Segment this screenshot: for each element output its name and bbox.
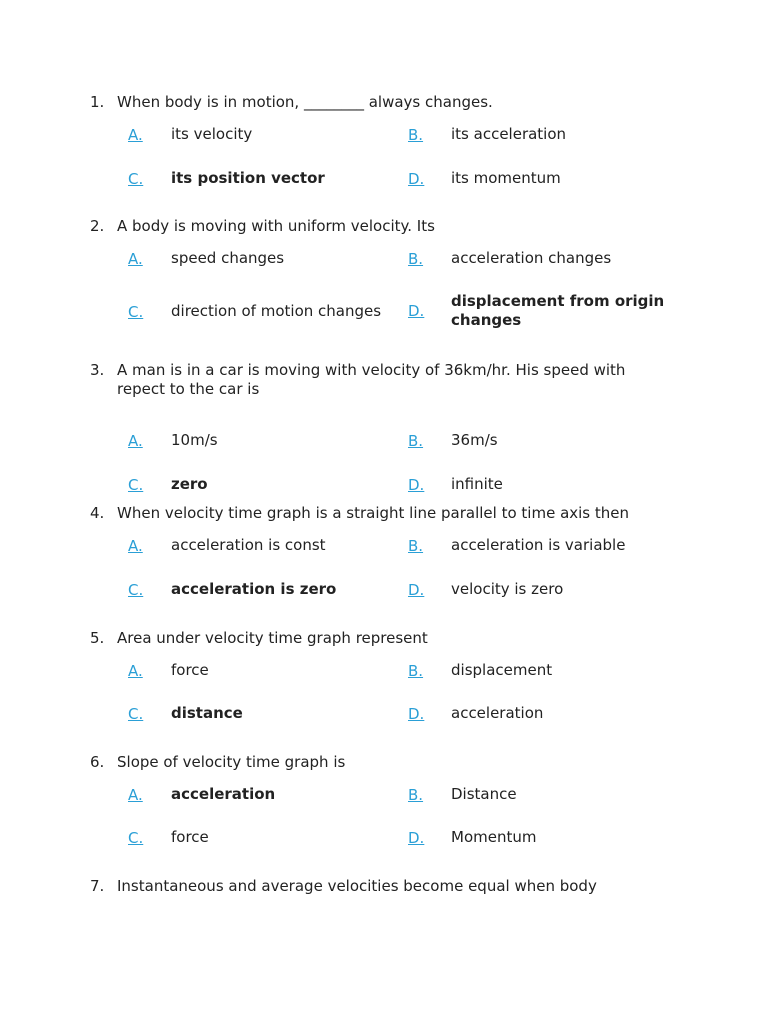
option-a-link[interactable]: A. xyxy=(128,431,143,450)
option-b-link[interactable]: B. xyxy=(408,125,424,144)
question-6 xyxy=(90,753,670,847)
option-d-text: velocity is zero xyxy=(451,580,564,598)
option-b xyxy=(408,125,680,144)
option-d-link[interactable]: D. xyxy=(408,704,425,723)
option-c xyxy=(128,302,400,321)
question-number: 7. xyxy=(90,877,105,895)
option-b-text: its acceleration xyxy=(451,125,567,143)
option-b xyxy=(408,536,680,555)
question-text: A man is in a car is moving with velocity of 36km/hr. His speed with repect to the car is xyxy=(117,361,626,398)
option-c-text: its position vector xyxy=(171,169,325,187)
question-1 xyxy=(90,93,670,188)
option-d-text: displacement from origin changes xyxy=(451,292,665,329)
option-a xyxy=(128,125,400,144)
question-7 xyxy=(90,877,670,896)
question-number: 5. xyxy=(90,629,105,647)
question-text: Slope of velocity time graph is xyxy=(117,753,346,771)
option-a xyxy=(128,249,400,268)
option-c-text: force xyxy=(171,828,209,846)
option-c-text: distance xyxy=(171,704,243,722)
option-c xyxy=(128,580,400,599)
option-b-link[interactable]: B. xyxy=(408,661,424,680)
option-d xyxy=(408,580,680,599)
option-b-text: 36m/s xyxy=(451,431,498,449)
question-text: Area under velocity time graph represent xyxy=(117,629,428,647)
option-a-text: its velocity xyxy=(171,125,253,143)
option-c-link[interactable]: C. xyxy=(128,580,144,599)
option-a xyxy=(128,785,400,804)
option-d-text: Momentum xyxy=(451,828,537,846)
option-d-text: acceleration xyxy=(451,704,544,722)
option-b xyxy=(408,785,680,804)
option-c-link[interactable]: C. xyxy=(128,475,144,494)
option-c-link[interactable]: C. xyxy=(128,828,144,847)
option-c-link[interactable]: C. xyxy=(128,704,144,723)
option-b-text: acceleration is variable xyxy=(451,536,626,554)
question-number: 1. xyxy=(90,93,105,111)
option-a-link[interactable]: A. xyxy=(128,125,143,144)
question-3 xyxy=(90,361,670,494)
question-number: 4. xyxy=(90,504,105,522)
option-b-link[interactable]: B. xyxy=(408,249,424,268)
option-a xyxy=(128,431,400,450)
question-text: A body is moving with uniform velocity. Its xyxy=(117,217,435,235)
option-b-text: Distance xyxy=(451,785,517,803)
option-d-link[interactable]: D. xyxy=(408,828,425,847)
option-d xyxy=(408,475,680,494)
option-a-text: 10m/s xyxy=(171,431,218,449)
option-d-text: its momentum xyxy=(451,169,561,187)
option-a xyxy=(128,536,400,555)
option-c-text: zero xyxy=(171,475,208,493)
option-b xyxy=(408,661,680,680)
option-d xyxy=(408,704,680,723)
option-c-link[interactable]: C. xyxy=(128,302,144,321)
option-b xyxy=(408,249,680,268)
option-d-link[interactable]: D. xyxy=(408,169,425,188)
option-d xyxy=(408,828,680,847)
question-text: When velocity time graph is a straight line parallel to time axis then xyxy=(117,504,630,522)
option-b-text: acceleration changes xyxy=(451,249,612,267)
option-d-link[interactable]: D. xyxy=(408,580,425,599)
option-b-link[interactable]: B. xyxy=(408,536,424,555)
option-c xyxy=(128,828,400,847)
option-a-link[interactable]: A. xyxy=(128,661,143,680)
option-a-link[interactable]: A. xyxy=(128,249,143,268)
option-b xyxy=(408,431,680,450)
option-d-text: infinite xyxy=(451,475,503,493)
option-d-link[interactable]: D. xyxy=(408,475,425,494)
option-c-link[interactable]: C. xyxy=(128,169,144,188)
option-b-link[interactable]: B. xyxy=(408,431,424,450)
question-text: Instantaneous and average velocities become equal when body xyxy=(117,877,597,895)
option-b-link[interactable]: B. xyxy=(408,785,424,804)
option-c xyxy=(128,169,400,188)
option-a-text: speed changes xyxy=(171,249,285,267)
option-d xyxy=(408,292,680,330)
option-c xyxy=(128,704,400,723)
question-4 xyxy=(90,504,670,599)
option-a-text: acceleration xyxy=(171,785,276,803)
question-2 xyxy=(90,217,670,329)
option-a-link[interactable]: A. xyxy=(128,536,143,555)
option-a-text: acceleration is const xyxy=(171,536,326,554)
question-text: When body is in motion, ________ always changes. xyxy=(117,93,493,111)
option-b-text: displacement xyxy=(451,661,553,679)
question-number: 3. xyxy=(90,361,105,379)
question-5 xyxy=(90,629,670,723)
option-a xyxy=(128,661,400,680)
option-d xyxy=(408,169,680,188)
option-a-link[interactable]: A. xyxy=(128,785,143,804)
option-d-link[interactable]: D. xyxy=(408,302,425,320)
option-c-text: acceleration is zero xyxy=(171,580,337,598)
question-number: 2. xyxy=(90,217,105,235)
question-number: 6. xyxy=(90,753,105,771)
option-c-text: direction of motion changes xyxy=(171,302,382,320)
option-a-text: force xyxy=(171,661,209,679)
option-c xyxy=(128,475,400,494)
